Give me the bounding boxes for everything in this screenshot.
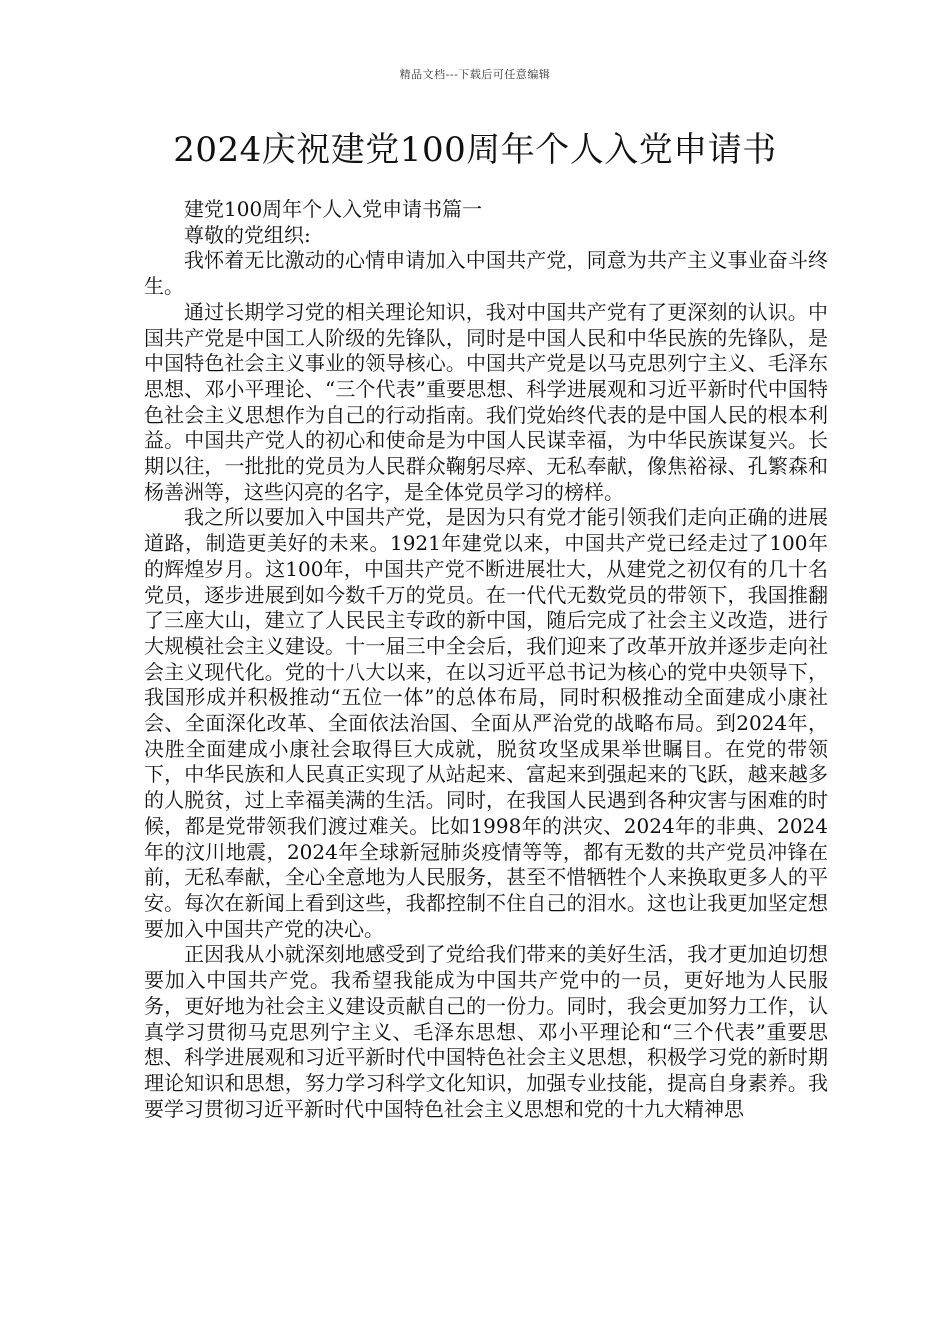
section-heading: 建党100周年个人入党申请书篇一 (184, 197, 483, 221)
paragraph: 我之所以要加入中国共产党，是因为只有党才能引领我们走向正确的进展道路，制造更美好的未来。1921年建党以来，中国共产党已经走过了100年的辉煌岁月。这100年，中国共产党不断进展壮大，从建党之初仅有的几十名党员，逐步进展到如今数千万的党员。在一代代无数党员的带领下，我国推翻了三座大山，建立了人民民主专政的新中国，随后完成了社会主义改造，进行大规模社会主义建设。十一届三中全会后，我们迎来了改革开放并逐步走向社会主义现代化。党的十八大以来，在以习近平总书记为核心的党中央领导下，我国形成并积极推动“五位一体”的总体布局，同时积极推动全面建成小康社会、全面深化改革、全面依法治国、全面从严治党的战略布局。到2024年，决胜全面建成小康社会取得巨大成就，脱贫攻坚成果举世瞩目。在党的带领下，中华民族和人民真正实现了从站起来、富起来到强起来的飞跃，越来越多的人脱贫，过上幸福美满的生活。同时，在我国人民遇到各种灾害与困难的时候，都是党带领我们渡过难关。比如1998年的洪灾、2024年的非典、2024年的汶川地震，2024年全球新冠肺炎疫情等等，都有无数的共产党员冲锋在前，无私奉献，全心全意地为人民服务，甚至不惜牺牲个人来换取更多人的平安。每次在新闻上看到这些，我都控制不住自己的泪水。这也让我更加坚定想要加入中国共产党的决心。 (144, 505, 828, 941)
salutation: 尊敬的党组织: (184, 222, 311, 247)
paragraph: 正因我从小就深刻地感受到了党给我们带来的美好生活，我才更加迫切想要加入中国共产党。我希望我能成为中国共产党中的一员，更好地为人民服务，更好地为社会主义建设贡献自己的一份力。同时，我会更加努力工作，认真学习贯彻马克思列宁主义、毛泽东思想、邓小平理论和“三个代表”重要思想、科学进展观和习近平新时代中国特色社会主义思想，积极学习党的新时期理论知识和思想，努力学习科学文化知识，加强专业技能，提高自身素养。我要学习贯彻习近平新时代中国特色社会主义思想和党的十九大精神思 (144, 942, 828, 1121)
paragraph: 通过长期学习党的相关理论知识，我对中国共产党有了更深刻的认识。中国共产党是中国工人阶级的先锋队，同时是中国人民和中华民族的先锋队，是中国特色社会主义事业的领导核心。中国共产党是以马克思列宁主义、毛泽东思想、邓小平理论、“三个代表”重要思想、科学进展观和习近平新时代中国特色社会主义思想作为自己的行动指南。我们党始终代表的是中国人民的根本利益。中国共产党人的初心和使命是为中国人民谋幸福，为中华民族谋复兴。长期以往，一批批的党员为人民群众鞠躬尽瘁、无私奉献，像焦裕禄、孔繁森和杨善洲等，这些闪亮的名字，是全体党员学习的榜样。 (144, 299, 828, 504)
document-body (144, 197, 828, 1122)
page-header-note: 精品文档---下载后可任意编辑 (399, 68, 551, 81)
document-title: 2024庆祝建党100周年个人入党申请书 (173, 130, 777, 170)
paragraph: 我怀着无比激动的心情申请加入中国共产党，同意为共产主义事业奋斗终生。 (144, 248, 828, 299)
